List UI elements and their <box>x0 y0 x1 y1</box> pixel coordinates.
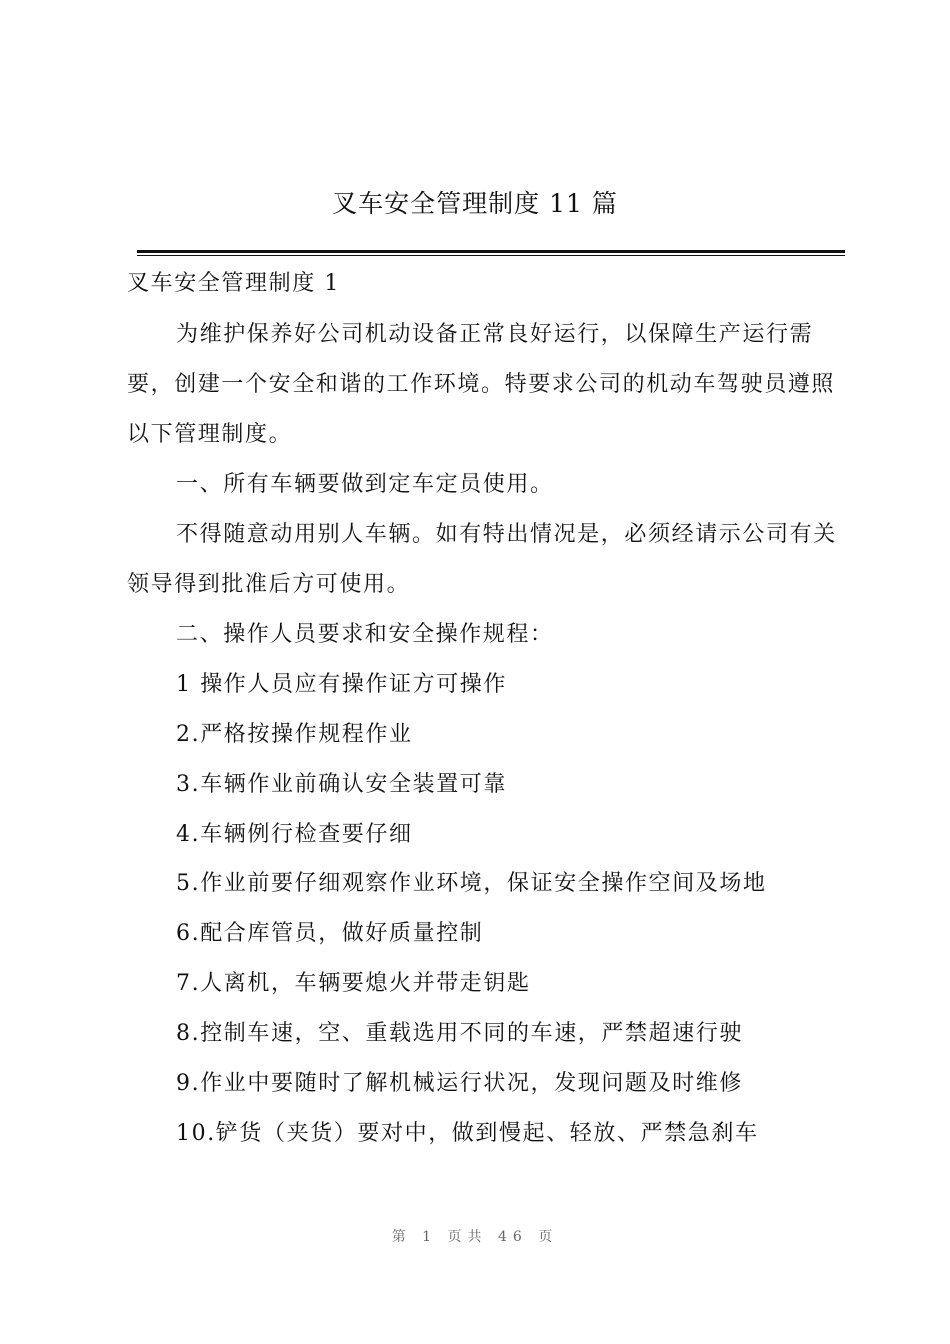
paragraph-line: 领导得到批准后方可使用。 <box>127 572 411 597</box>
list-item: 9.作业中要随时了解机械运行状况，发现问题及时维修 <box>176 1071 743 1096</box>
list-item: 7.人离机，车辆要熄火并带走钥匙 <box>176 971 531 996</box>
document-title: 叉车安全管理制度 11 篇 <box>332 189 618 218</box>
paragraph-line: 以下管理制度。 <box>127 422 293 447</box>
page-number-footer: 第 1 页共 46 页 <box>391 1229 559 1245</box>
paragraph-line: 一、所有车辆要做到定车定员使用。 <box>176 472 554 497</box>
paragraph-line: 二、操作人员要求和安全操作规程： <box>176 622 554 647</box>
list-item: 5.作业前要仔细观察作业环境，保证安全操作空间及场地 <box>176 871 767 896</box>
paragraph-line: 要，创建一个安全和谐的工作环境。特要求公司的机动车驾驶员遵照 <box>127 372 836 397</box>
section-heading: 叉车安全管理制度 1 <box>127 271 340 296</box>
list-item: 8.控制车速，空、重载选用不同的车速，严禁超速行驶 <box>176 1021 743 1046</box>
paragraph-line: 不得随意动用别人车辆。如有特出情况是，必须经请示公司有关 <box>176 522 837 547</box>
list-item: 2.严格按操作规程作业 <box>176 722 413 747</box>
list-item: 6.配合库管员，做好质量控制 <box>176 921 484 946</box>
title-divider <box>137 250 845 253</box>
title-divider-thin <box>137 255 845 256</box>
list-item: 1 操作人员应有操作证方可操作 <box>176 672 507 697</box>
list-item: 3.车辆作业前确认安全装置可靠 <box>176 772 507 797</box>
list-item: 10.铲货（夹货）要对中，做到慢起、轻放、严禁急刹车 <box>176 1121 759 1146</box>
list-item: 4.车辆例行检查要仔细 <box>176 822 413 847</box>
paragraph-line: 为维护保养好公司机动设备正常良好运行，以保障生产运行需 <box>176 322 814 347</box>
